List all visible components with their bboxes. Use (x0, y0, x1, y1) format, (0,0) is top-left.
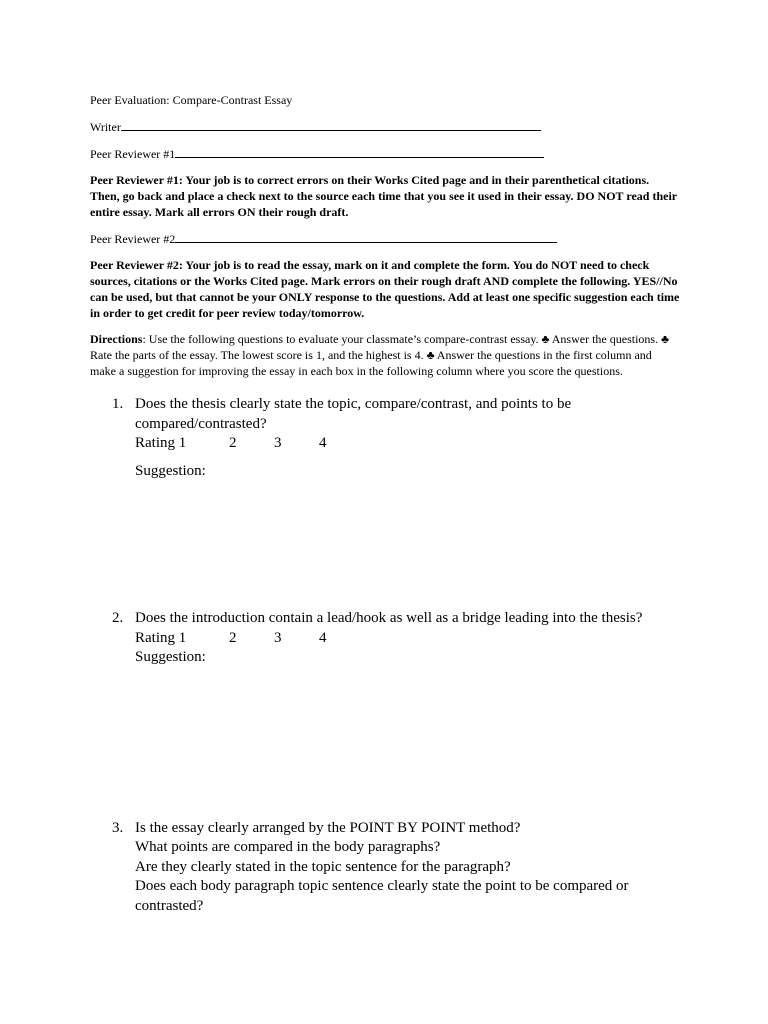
question-number: 2. (112, 610, 124, 626)
directions-lead: Directions (90, 332, 143, 346)
writer-label: Writer (90, 120, 121, 134)
writer-field[interactable] (90, 118, 680, 135)
rating-option-4[interactable]: 4 (319, 629, 327, 646)
rating-scale[interactable] (135, 629, 680, 649)
writer-blank-line[interactable] (121, 118, 541, 131)
question-1 (90, 395, 680, 481)
rating-option-3[interactable]: 3 (274, 435, 282, 451)
question-3 (90, 819, 680, 917)
worksheet (90, 92, 680, 916)
reviewer2-field[interactable] (90, 230, 680, 247)
suggestion-label: Suggestion: (135, 649, 206, 665)
rating-option-2[interactable]: 2 (229, 435, 237, 451)
reviewer2-label: Peer Reviewer #2 (90, 232, 176, 246)
question-text: Does the thesis clearly state the topic, compare/contrast, and points to be compared/contrasted? (135, 396, 572, 432)
reviewer1-instructions: Peer Reviewer #1: Your job is to correct errors on their Works Cited page and in their parenthetical citations. Then, go back and place a check next to the source each time that you see it used in their essay. DO NOT read their entire essay. Mark all errors ON their rough draft. (90, 173, 677, 219)
question-line: Does each body paragraph topic sentence clearly state the point to be compared or contrasted? (135, 878, 629, 914)
reviewer1-blank-line[interactable] (175, 145, 544, 158)
worksheet-title: Peer Evaluation: Compare-Contrast Essay (90, 93, 293, 107)
rating-option-1[interactable]: Rating 1 (135, 629, 187, 646)
question-number: 3. (112, 819, 124, 836)
reviewer2-instructions: Peer Reviewer #2: Your job is to read the essay, mark on it and complete the form. You do NOT need to check sources, citations or the Works Cited page. Mark errors on their rough draft AND complete the following. YES//No can be used, but that cannot be your ONLY response to the questions. Add at least one specific suggestion each time in order to get credit for peer review today/tomorrow. (90, 258, 680, 320)
question-number: 1. (112, 396, 124, 412)
question-line: Are they clearly stated in the topic sentence for the paragraph? (135, 858, 511, 875)
rating-option-4[interactable]: 4 (319, 435, 327, 451)
reviewer1-label: Peer Reviewer #1 (90, 147, 176, 161)
rating-scale[interactable] (135, 434, 680, 454)
suggestion-label: Suggestion: (135, 462, 206, 479)
reviewer1-field[interactable] (90, 145, 680, 162)
rating-option-1[interactable]: Rating 1 (135, 435, 187, 451)
directions (90, 331, 680, 379)
rating-option-2[interactable]: 2 (229, 629, 237, 646)
rating-option-3[interactable]: 3 (274, 629, 282, 646)
question-text: Does the introduction contain a lead/hook as well as a bridge leading into the thesis? (135, 610, 643, 626)
question-line: Is the essay clearly arranged by the POINT BY POINT method? (135, 819, 521, 836)
directions-text: : Use the following questions to evaluate your classmate’s compare-contrast essay. ♣ Answer the questions. ♣ Rate the parts of the essay. The lowest score is 1, and the highest is 4. ♣ Answer the questions in the first column and make a suggestion for improving the essay in each box in the following column where you score the questions. (90, 332, 669, 378)
question-2 (90, 609, 680, 668)
question-line: What points are compared in the body paragraphs? (135, 839, 441, 855)
reviewer2-blank-line[interactable] (175, 230, 557, 243)
